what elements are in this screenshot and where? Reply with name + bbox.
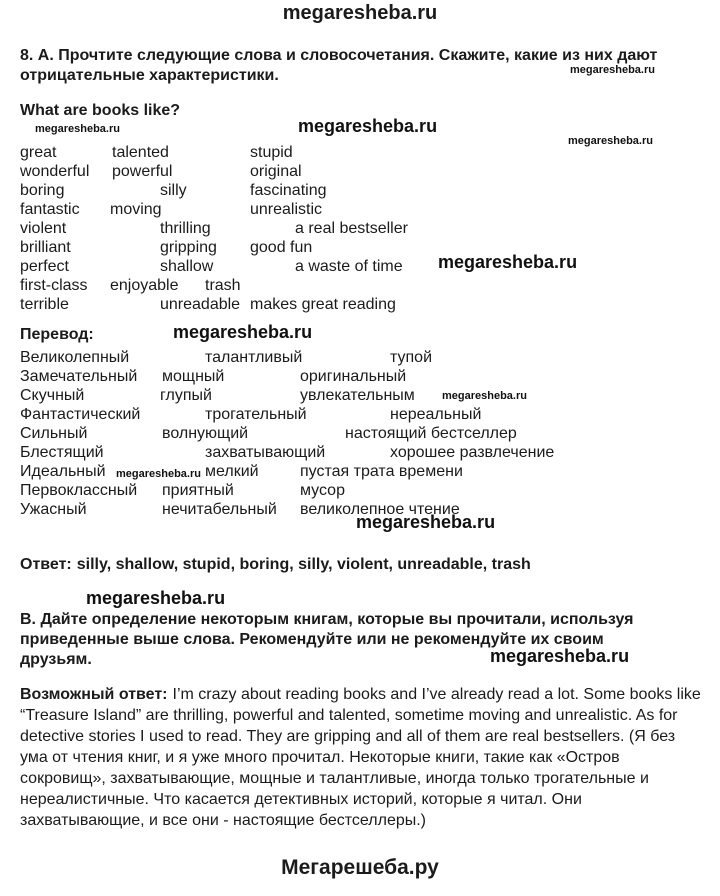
translation-cell: хорошее развлечение [390,444,555,461]
word-row [20,257,710,276]
word-row [20,181,710,200]
word-cell: trash [205,277,241,294]
translation-cell: Великолепный [20,349,130,366]
word-cell: boring [20,182,65,199]
word-cell: powerful [112,163,173,180]
question-heading: What are books like? [20,102,181,119]
translation-cell: Сильный [20,425,88,442]
word-row [20,295,710,314]
word-cell: thrilling [160,220,211,237]
answer-text: silly, shallow, stupid, boring, silly, violent, unreadable, trash [76,556,531,573]
word-cell: original [250,163,302,180]
task-a-heading: 8. А. Прочтите следующие слова и словосочетания. Скажите, какие из них дают отрицательные характеристики. [20,47,658,84]
answer-line [20,556,700,574]
translation-cell: мелкий [205,463,259,480]
word-row [20,162,710,181]
translation-cell: трогательный [205,406,307,423]
translation-cell: Идеальный [20,463,106,480]
translation-cell: нечитабельный [162,501,277,518]
translation-row [20,481,710,500]
translation-cell: мусор [300,482,345,499]
word-cell: silly [160,182,187,199]
translation-cell: Скучный [20,387,85,404]
translation-cell: оригинальный [300,368,407,385]
watermark: megaresheba.ru [173,322,313,342]
english-word-table [20,143,710,314]
word-cell: perfect [20,258,69,275]
translation-heading: Перевод: [20,326,94,343]
word-cell: unreadable [160,296,241,313]
watermark: megaresheba.ru [356,512,496,532]
task-b-heading: В. Дайте определение некоторым книгам, которые вы прочитали, используя приведенные выше слова. Рекомендуйте или не рекомендуйте их своим друзьям. [20,611,634,668]
translation-row [20,405,710,424]
word-cell: fascinating [250,182,327,199]
translation-table [20,348,710,519]
possible-answer-paragraph [20,684,704,831]
word-cell: a real bestseller [295,220,408,237]
word-row [20,200,710,219]
translation-row [20,443,710,462]
possible-answer-label: Возможный ответ: [20,686,168,703]
watermark: megaresheba.ru [116,468,201,480]
translation-cell: волнующий [162,425,249,442]
translation-cell: великолепное чтение [300,501,460,518]
word-cell: moving [110,201,162,218]
word-cell: makes great reading [250,296,396,313]
word-cell: first-class [20,277,88,294]
translation-row [20,424,710,443]
translation-cell: Фантастический [20,406,141,423]
translation-cell: глупый [160,387,212,404]
translation-row [20,386,710,405]
translation-cell: талантливый [205,349,303,366]
word-cell: talented [112,144,169,161]
word-cell: wonderful [20,163,90,180]
word-cell: terrible [20,296,69,313]
translation-cell: пустая трата времени [300,463,463,480]
watermark: megaresheba.ru [86,588,226,608]
translation-cell: увлекательным [300,387,415,404]
word-cell: stupid [250,144,293,161]
word-cell: a waste of time [295,258,403,275]
translation-cell: Блестящий [20,444,104,461]
translation-cell: приятный [162,482,234,499]
translation-cell: Первоклассный [20,482,138,499]
site-footer: Мегарешеба.ру [281,856,439,879]
word-row [20,219,710,238]
word-cell: brilliant [20,239,71,256]
word-cell: shallow [160,258,214,275]
watermark: megaresheba.ru [568,135,653,147]
watermark: megaresheba.ru [438,252,578,272]
word-row [20,238,710,257]
watermark: megaresheba.ru [570,64,655,76]
answer-label: Ответ: [20,556,72,573]
translation-cell: нереальный [390,406,482,423]
translation-cell: Замечательный [20,368,138,385]
possible-answer-text: I’m crazy about reading books and I’ve already read a lot. Some books like “Treasure Island” are thrilling, powerful and talented, sometime moving and unrealistic. As for detective stories I used to read. They are gripping and all of them are real bestsellers. (Я без ума от чтения книг, и я уже много прочитал. Некоторые книги, такие как «Остров сокровищ», захватывающие, мощные и талантливые, иногда только трогательные и нереалистичные. Что касается детективных историй, которые я читал. Они захватывающие, и все они - настоящие бестселлеры.) [20,686,701,829]
translation-cell: мощный [162,368,225,385]
translation-cell: Ужасный [20,501,87,518]
site-header: megaresheba.ru [282,2,438,24]
word-cell: unrealistic [250,201,323,218]
translation-cell: захватывающий [205,444,326,461]
word-cell: great [20,144,57,161]
word-cell: violent [20,220,67,237]
word-cell: good fun [250,239,313,256]
watermark: megaresheba.ru [490,646,630,666]
word-cell: fantastic [20,201,80,218]
translation-cell: настоящий бестселлер [345,425,517,442]
word-cell: enjoyable [110,277,179,294]
translation-cell: тупой [390,349,433,366]
watermark: megaresheba.ru [442,390,527,402]
word-cell: gripping [160,239,217,256]
translation-row [20,367,710,386]
word-row [20,276,710,295]
watermark: megaresheba.ru [35,123,120,135]
translation-row [20,348,710,367]
watermark: megaresheba.ru [298,116,438,136]
